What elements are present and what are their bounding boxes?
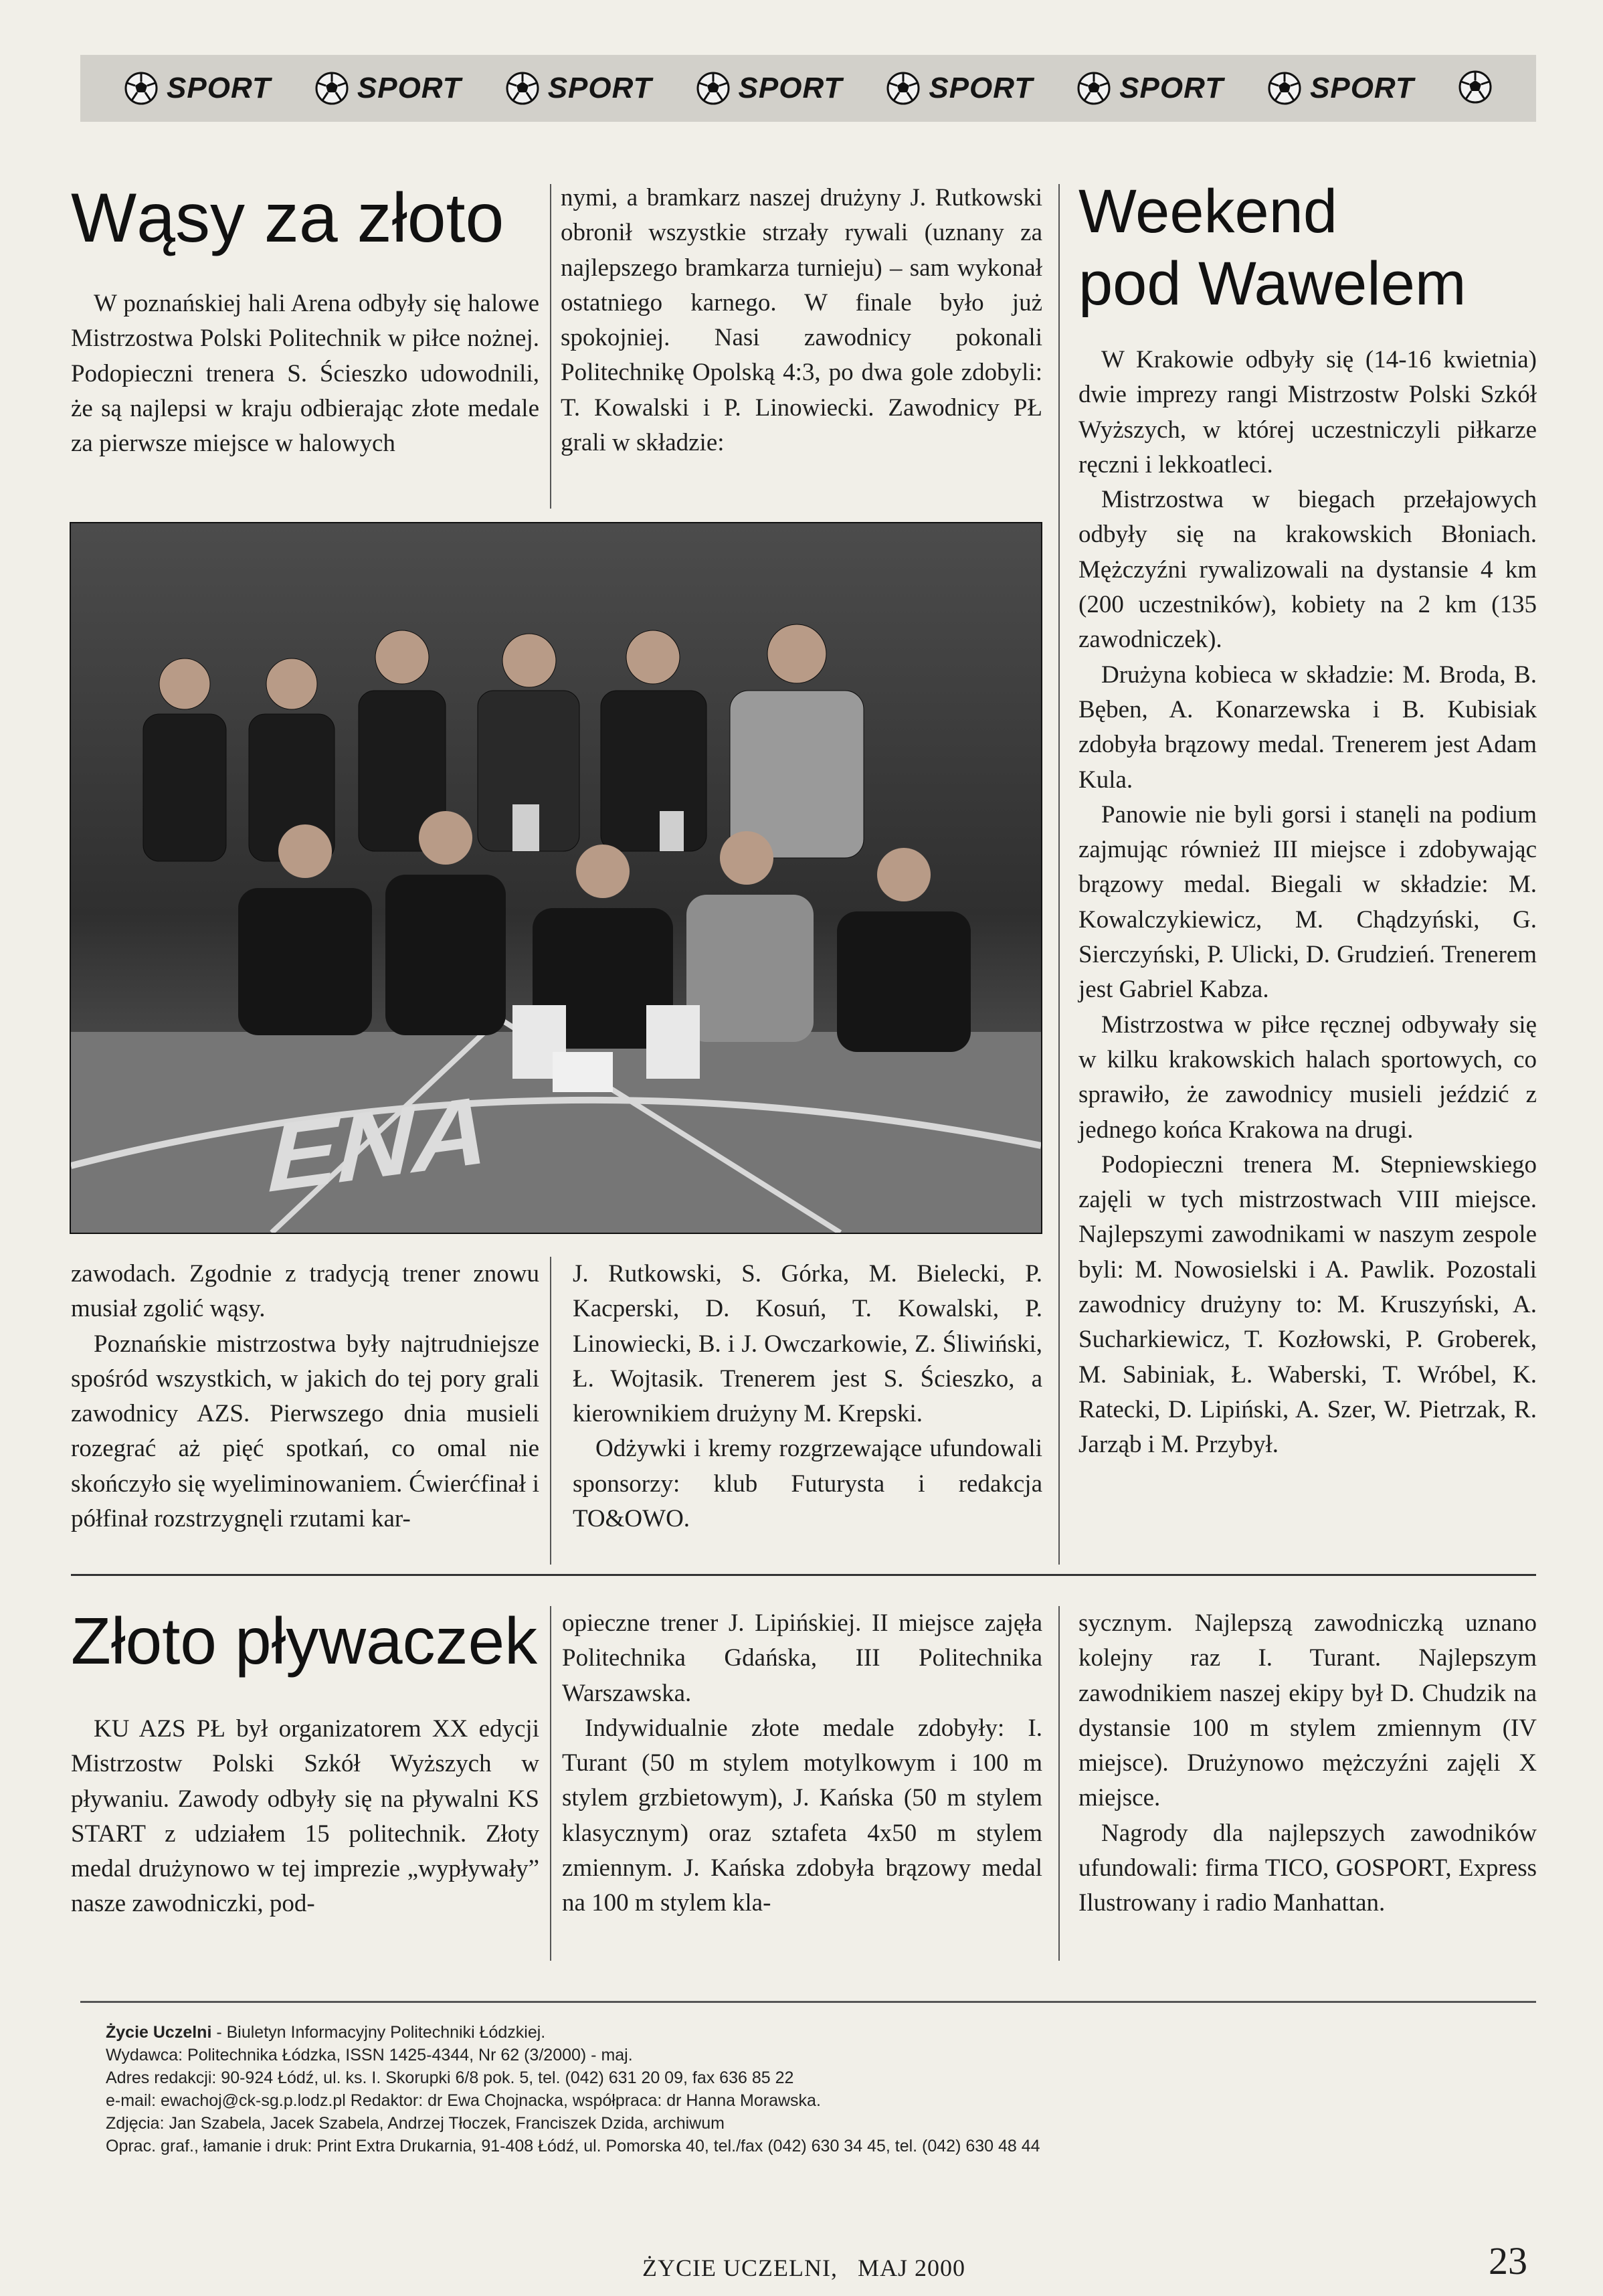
soccer-ball-icon [886, 71, 921, 106]
soccer-ball-icon [1267, 71, 1302, 106]
team-photo-image [71, 523, 1041, 1233]
banner-word: SPORT [547, 72, 652, 104]
publication-title: ŻYCIE UCZELNI, [642, 2255, 838, 2281]
section-banner [80, 55, 1536, 122]
banner-word: SPORT [357, 72, 462, 104]
column-divider [1058, 1606, 1060, 1961]
article2-paragraph: Podopieczni trenera M. Stepniewskiego zajęli w tych mistrzostwach VIII miejsce. Najlepszymi zawodnikami w naszym zespole byli: M. Nowosielski i A. Pawlik. Pozostali zawodnicy drużyny to: M. Kruszyński, A. Sucharkiewicz, T. Kozłowski, P. Groberek, M. Sabiniak, Ł. Waberski, T. Wróbel, K. Ratecki, D. Lipiński, A. Szer, W. Pietrzak, R. Jarząb i M. Przybył. [1078, 1150, 1537, 1459]
imprint-line: Zdjęcia: Jan Szabela, Jacek Szabela, Andrzej Tłoczek, Franciszek Dzida, archiwum [106, 2114, 725, 2133]
diploma [646, 1005, 700, 1079]
publication-issue: MAJ 2000 [857, 2255, 965, 2281]
article2-paragraph: W Krakowie odbyły się (14-16 kwietnia) dwie imprezy rangi Mistrzostw Polski Szkół Wyższych, w której uczestniczyli piłkarze ręczni i lekkoatleci. [1078, 346, 1537, 478]
diploma [553, 1052, 613, 1092]
article1-paragraph: nymi, a bramkarz naszej drużyny J. Rutkowski obronił wszystkie strzały rywali (uznany za najlepszego bramkarza turnieju) – sam wykonał ostatniego karnego. W finale było już spokojniej. Nasi zawodnicy pokonali Politechnikę Opolską 4:3, po dwa gole zdobyli: T. Kowalski i P. Linowiecki. Zawodnicy PŁ grali w składzie: [561, 184, 1042, 457]
article3-paragraph: Indywidualnie złote medale zdobyły: I. Turant (50 m stylem motylkowym i 100 m stylem grzbietowym), J. Kańska (50 m stylem klasycznym) oraz sztafeta 4x50 m stylem zmiennym. J. Kańska zdobyła brązowy medal na 100 m stylem kla- [562, 1714, 1042, 1917]
article3-col3 [1078, 1606, 1537, 1921]
banner-item [1267, 71, 1414, 106]
article1-title: Wąsy za złoto [71, 179, 504, 257]
article1-col2-top [561, 181, 1042, 460]
trophy [512, 804, 539, 851]
article3-title: Złoto pływaczek [71, 1604, 538, 1678]
imprint-rule [80, 2001, 1536, 2003]
page-number: 23 [1489, 2239, 1527, 2283]
column-divider [550, 184, 551, 509]
section-divider [71, 1574, 1536, 1576]
banner-item [1076, 71, 1224, 106]
soccer-ball-icon [124, 71, 159, 106]
imprint-line [106, 2021, 1536, 2044]
banner-item [314, 71, 462, 106]
floor-lettering: ENA [257, 1073, 503, 1214]
soccer-ball-icon [696, 71, 731, 106]
imprint-line: e-mail: ewachoj@ck-sg.p.lodz.pl Redaktor: dr Ewa Chojnacka, współpraca: dr Hanna Morawska. [106, 2091, 821, 2110]
article3-paragraph: opieczne trener J. Lipińskiej. II miejsce zajęła Politechnika Gdańska, III Politechnika Warszawska. [562, 1609, 1042, 1707]
soccer-ball-icon [505, 71, 540, 106]
article2-paragraph: Drużyna kobieca w składzie: M. Broda, B. Bęben, A. Konarzewska i B. Kubisiak zdobyła brązowy medal. Trenerem jest Adam Kula. [1078, 660, 1537, 794]
imprint-title: Życie Uczelni [106, 2023, 212, 2042]
article1-paragraph: Odżywki i kremy rozgrzewające ufundowali sponsorzy: klub Futurysta i redakcja TO&OWO. [573, 1435, 1042, 1533]
team-photo [70, 522, 1042, 1234]
soccer-ball-icon [1076, 71, 1111, 106]
article1-col1-top [71, 286, 539, 461]
imprint-line: Wydawca: Politechnika Łódzka, ISSN 1425-4344, Nr 62 (3/2000) - maj. [106, 2046, 633, 2064]
imprint-box [80, 2001, 1536, 2155]
trophy [660, 811, 684, 851]
article2-paragraph: Panowie nie byli gorsi i stanęli na podium zajmując również III miejsce i zdobywając brązowy medal. Biegali w składzie: M. Kowalczykiewicz, M. Chądzyński, G. Sierczyński, P. Ulicki, D. Grudzień. Trenerem jest Gabriel Kabza. [1078, 800, 1537, 1004]
article2-body [1078, 343, 1537, 1463]
banner-word: SPORT [929, 72, 1034, 104]
article2-title-line: Weekend [1078, 177, 1338, 246]
article2-paragraph: Mistrzostwa w piłce ręcznej odbywały się w kilku krakowskich halach sportowych, co sprawiło, że zawodnicy musieli jeździć z jednego końca Krakowa na drugi. [1078, 1010, 1537, 1144]
article3-paragraph: sycznym. Najlepszą zawodniczką uznano kolejny raz I. Turant. Najlepszym zawodnikiem naszej ekipy był D. Chudzik na dystansie 100 m stylem zmiennym (IV miejsce). Drużynowo mężczyźni zajęli X miejsce. [1078, 1609, 1537, 1812]
banner-word: SPORT [738, 72, 843, 104]
banner-item [124, 71, 271, 106]
article1-paragraph: Poznańskie mistrzostwa były najtrudniejsze spośród wszystkich, w jakich do tej pory grali zawodnicy AZS. Pierwszego dnia musieli rozegrać aż pięć spotkań, co omal nie skończyło się wyeliminowaniem. Ćwierćfinał i półfinał rozstrzygnęli rzutami kar- [71, 1330, 539, 1533]
banner-end-ball [1458, 70, 1493, 108]
article1-paragraph: zawodach. Zgodnie z tradycją trener znowu musiał zgolić wąsy. [71, 1260, 539, 1323]
banner-word: SPORT [1310, 72, 1414, 104]
article1-col2-bottom [573, 1257, 1042, 1536]
article2-paragraph: Mistrzostwa w biegach przełajowych odbyły się na krakowskich Błoniach. Mężczyźni rywalizowali na dystansie 4 km (200 uczestników), kobiety na 2 km (135 zawodniczek). [1078, 486, 1537, 654]
imprint-subtitle: - Biuletyn Informacyjny Politechniki Łódzkiej. [211, 2023, 546, 2042]
column-divider [1058, 184, 1060, 1565]
article3-col2 [562, 1606, 1042, 1921]
column-divider [550, 1606, 551, 1961]
imprint-line: Adres redakcji: 90-924 Łódź, ul. ks. I. Skorupki 6/8 pok. 5, tel. (042) 631 20 09, fax 636 85 22 [106, 2068, 794, 2087]
banner-word: SPORT [1119, 72, 1224, 104]
article1-paragraph: J. Rutkowski, S. Górka, M. Bielecki, P. Kacperski, D. Kosuń, T. Kowalski, P. Linowiecki, B. i J. Owczarkowie, Z. Śliwiński, Ł. Wojtasik. Trenerem jest S. Ścieszko, a kierownikiem drużyny M. Krepski. [573, 1260, 1042, 1428]
soccer-ball-icon [314, 71, 349, 106]
publication-name [642, 2254, 965, 2282]
article2-title-line: pod Wawelem [1078, 250, 1467, 318]
banner-word: SPORT [167, 72, 271, 104]
imprint-line: Oprac. graf., łamanie i druk: Print Extra Drukarnia, 91-408 Łódź, ul. Pomorska 40, tel./fax (042) 630 34 45, tel. (042) 630 48 44 [106, 2137, 1040, 2155]
soccer-ball-icon [1458, 70, 1493, 104]
article2-title [1078, 175, 1467, 320]
article3-col1 [71, 1712, 539, 1922]
banner-item [696, 71, 843, 106]
column-divider [550, 1257, 551, 1565]
article1-col1-bottom [71, 1257, 539, 1536]
banner-item [886, 71, 1033, 106]
article3-paragraph: Nagrody dla najlepszych zawodników ufundowali: firma TICO, GOSPORT, Express Ilustrowany i radio Manhattan. [1078, 1819, 1537, 1917]
banner-item [505, 71, 652, 106]
article3-paragraph: KU AZS PŁ był organizatorem XX edycji Mistrzostw Polski Szkół Wyższych w pływaniu. Zawody odbyły się na pływalni KS START z udziałem 15 politechnik. Złoty medal drużynowo w tej imprezie „wypływały” nasze zawodniczki, pod- [71, 1715, 539, 1918]
article1-paragraph: W poznańskiej hali Arena odbyły się halowe Mistrzostwa Polski Politechnik w piłce nożnej. Podopieczni trenera S. Ścieszko udowodnili, że są najlepsi w kraju odbierając złote medale za pierwsze miejsce w halowych [71, 290, 539, 458]
